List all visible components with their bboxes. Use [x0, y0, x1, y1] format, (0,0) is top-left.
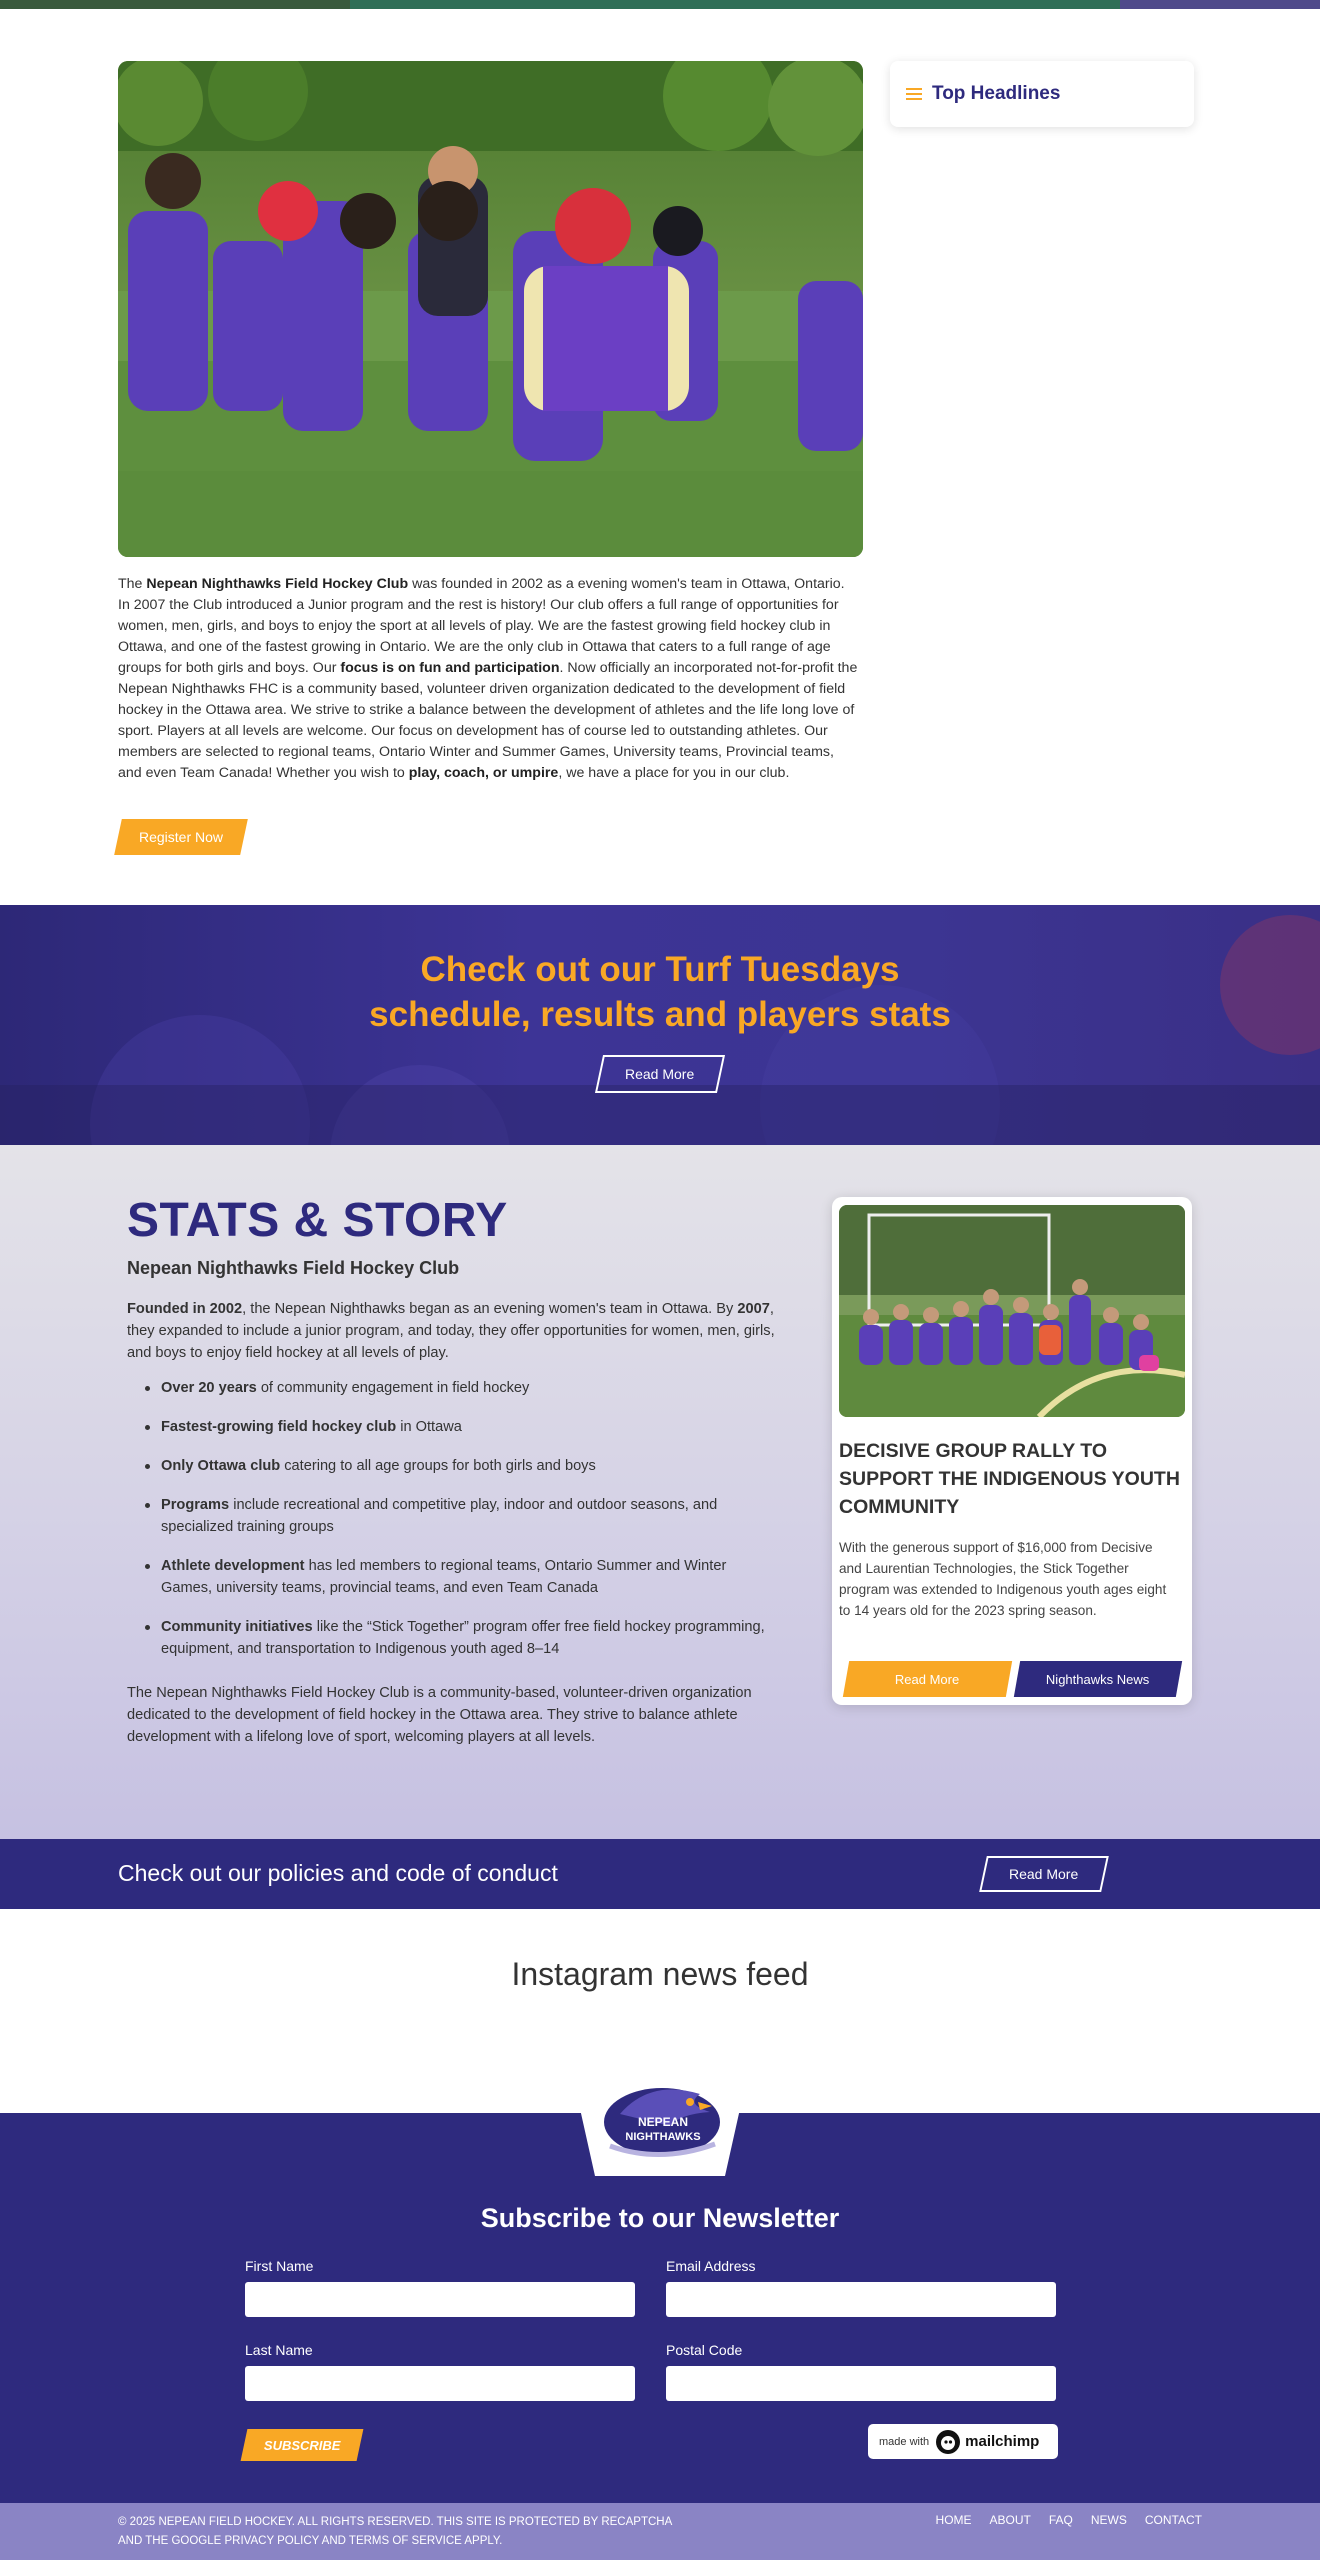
list-item: Fastest-growing field hockey club in Ottawa [161, 1416, 781, 1438]
turf-tuesdays-heading: Check out our Turf Tuesdays schedule, results and players stats [369, 950, 951, 1034]
closing-paragraph: The Nepean Nighthawks Field Hockey Club is a community-based, volunteer-driven organization dedicated to the development of field hockey in the Ottawa area. They strive to balance athlete development with a lifelong love of sport, welcoming players at all levels. [127, 1685, 752, 1745]
email-input[interactable] [666, 2282, 1056, 2317]
news-card-photo [839, 1205, 1185, 1417]
list-item: Athlete development has led members to regional teams, Ontario Summer and Winter Games, university teams, provincial teams, and even Team Canada [161, 1555, 781, 1599]
mailchimp-icon [935, 2429, 961, 2455]
footer-link-about[interactable]: ABOUT [989, 2513, 1031, 2527]
club-intro-paragraph: The Nepean Nighthawks Field Hockey Club was founded in 2002 as a evening women's team in Ottawa, Ontario. In 2007 the Club introduced a Junior program and the rest is history! Our club offers a full range of opportunities for women, men, girls, and boys to enjoy the sport at all levels of play. We are the fastest growing field hockey club in Ottawa, and one of the fastest growing in Ontario. We are the only club in Ottawa that caters to a full range of age groups for both girls and boys. Our focus is on fun and participation. Now officially an incorporated not-for-profit the Nepean Nighthawks FHC is a community based, volunteer driven organization dedicated to the development of field hockey in the Ottawa area. We strive to strike a balance between the development of athletes and the life long love of sport. Players at all levels are welcome. Our focus on development has of course led to outstanding athletes. Our members are selected to regional teams, Ontario Winter and Summer Games, University teams, Provincial teams, and even Team Canada! Whether you wish to play, coach, or umpire, we have a place for you in our club. [118, 576, 858, 781]
logo-text-line2: NIGHTHAWKS [625, 2131, 701, 2143]
menu-icon [906, 88, 922, 100]
founded-paragraph: Founded in 2002, the Nepean Nighthawks began as an evening women's team in Ottawa. By 2007, they expanded to include a junior program, and today, they offer opportunities for women, men, girls, and boys to enjoy field hockey at all levels of play. [127, 1301, 775, 1361]
turf-tuesdays-banner [0, 905, 1320, 1145]
nighthawks-news-button[interactable]: Nighthawks News [1014, 1661, 1182, 1697]
last-name-label: Last Name [245, 2342, 313, 2358]
news-read-more-button[interactable]: Read More [843, 1661, 1012, 1697]
mailchimp-badge[interactable]: made with mailchimp [868, 2424, 1058, 2459]
policy-text: Check out our policies and code of conduct [118, 1860, 558, 1886]
list-item: Community initiatives like the “Stick Together” program offer free field hockey programming, equipment, and transportation to Indigenous youth aged 8–14 [161, 1616, 781, 1660]
list-item: Only Ottawa club catering to all age groups for both girls and boys [161, 1455, 781, 1477]
register-now-button[interactable]: Register Now [114, 819, 248, 855]
logo-text-line1: NEPEAN [637, 2115, 689, 2129]
subscribe-button[interactable]: SUBSCRIBE [241, 2429, 364, 2461]
postal-code-input[interactable] [666, 2366, 1056, 2401]
policy-read-more-button[interactable]: Read More [979, 1856, 1109, 1892]
list-item: Over 20 years of community engagement in field hockey [161, 1377, 781, 1399]
newsletter-title: Subscribe to our Newsletter [480, 2203, 840, 2233]
footer-nav [936, 2513, 1202, 2527]
top-strip [0, 0, 1320, 9]
footer-link-home[interactable]: HOME [935, 2513, 972, 2527]
policy-bar [0, 1839, 1320, 1909]
footer-link-contact[interactable]: CONTACT [1144, 2513, 1202, 2527]
stats-story-title: STATS & STORY [127, 1194, 508, 1247]
last-name-input[interactable] [245, 2366, 635, 2401]
hero-team-photo [118, 61, 863, 557]
list-item: Programs include recreational and competitive play, indoor and outdoor seasons, and specialized training groups [161, 1494, 781, 1538]
club-logo[interactable] [560, 2064, 760, 2176]
copyright-text: © 2025 NEPEAN FIELD HOCKEY. ALL RIGHTS RESERVED. THIS SITE IS PROTECTED BY RECAPTCHA AND THE GOOGLE PRIVACY POLICY AND TERMS OF SERVICE APPLY. [118, 2516, 672, 2547]
news-card-body: With the generous support of $16,000 from Decisive and Laurentian Technologies, the Stick Together program was extended to Indigenous youth ages eight to 14 years old for the 2023 spring season. [839, 1540, 1167, 1618]
stats-story-subtitle: Nepean Nighthawks Field Hockey Club [127, 1258, 460, 1278]
news-card [832, 1197, 1192, 1705]
footer-link-news[interactable]: NEWS [1090, 2513, 1127, 2527]
bottom-bar [0, 2503, 1320, 2560]
stats-bullet-list [161, 1377, 781, 1677]
top-headlines-widget[interactable] [890, 61, 1194, 127]
first-name-input[interactable] [245, 2282, 635, 2317]
email-label: Email Address [666, 2258, 756, 2274]
top-headlines-title: Top Headlines [932, 83, 1061, 104]
news-card-title[interactable]: DECISIVE GROUP RALLY TO SUPPORT THE INDIGENOUS YOUTH COMMUNITY [839, 1440, 1180, 1518]
postal-code-label: Postal Code [666, 2342, 743, 2358]
turf-read-more-button[interactable]: Read More [595, 1055, 725, 1093]
instagram-feed-title: Instagram news feed [511, 1956, 809, 1992]
first-name-label: First Name [245, 2258, 314, 2274]
footer-link-faq[interactable]: FAQ [1048, 2513, 1073, 2527]
